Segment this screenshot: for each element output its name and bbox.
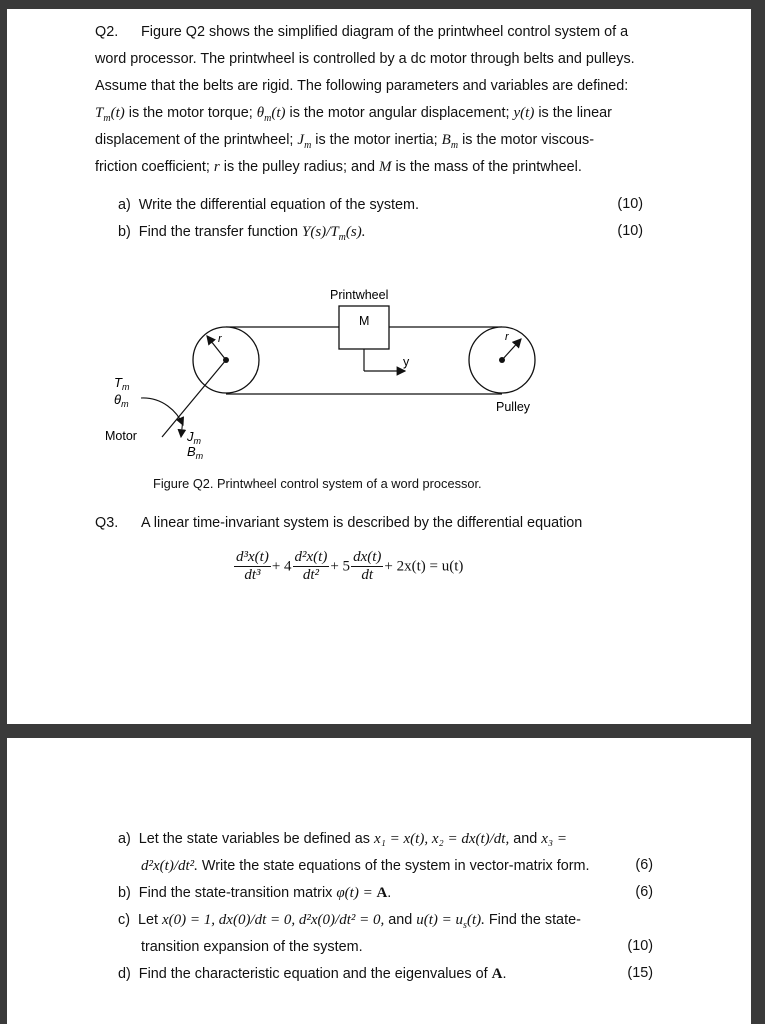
part-label: c)	[118, 912, 130, 928]
q3-part-c-line-2: transition expansion of the system.	[141, 939, 363, 955]
q3-part-b	[118, 884, 391, 902]
text: Find the state-	[484, 912, 581, 928]
q3-part-b-points: (6)	[635, 884, 653, 900]
y-label: y	[403, 355, 410, 369]
q2-part-a-points: (10)	[617, 196, 643, 212]
sym-sub-m: m	[338, 231, 346, 243]
q3-part-d	[118, 965, 506, 983]
text: is the motor torque;	[124, 105, 257, 121]
text: Write the state equations of the system in vector-matrix form.	[197, 858, 590, 874]
text: is the motor inertia;	[311, 132, 442, 148]
math: (s).	[345, 224, 366, 240]
text: is the motor angular displacement;	[285, 105, 514, 121]
text: Let	[138, 912, 163, 928]
text: displacement of the printwheel;	[95, 132, 298, 148]
math: u(t) = u	[416, 912, 464, 928]
part-label: a)	[118, 197, 131, 213]
sym-r: r	[213, 159, 220, 175]
sym-t: (t)	[110, 105, 125, 121]
q3-part-a-points: (6)	[635, 857, 653, 873]
q2-intro-line-2: word processor. The printwheel is controlled by a dc motor through belts and pulleys.	[95, 51, 635, 67]
q3-part-c-points: (10)	[627, 938, 653, 954]
term: + 4	[271, 558, 292, 575]
r-right-label: r	[505, 331, 509, 343]
printwheel-diagram	[7, 9, 751, 509]
sym-t: (t)	[271, 105, 286, 121]
part-label: b)	[118, 224, 131, 240]
matrix-A: A	[376, 885, 388, 901]
text: Let the state variables be defined as	[138, 831, 375, 847]
term: + 2x(t) = u(t)	[384, 558, 464, 575]
q3-intro: A linear time-invariant system is described by the differential equation	[141, 515, 583, 531]
math: x(0) = 1, dx(0)/dt = 0, d²x(0)/dt² = 0,	[162, 912, 385, 928]
fraction: $\frac{dx(t)}{dt}$	[353, 549, 382, 583]
Bm-label: $B_m$	[187, 444, 204, 461]
torque-arrow	[141, 398, 183, 425]
sym-theta: θ	[256, 105, 265, 121]
motor-label: Motor	[105, 429, 137, 443]
q2-number: Q2.	[95, 24, 119, 40]
part-label: a)	[118, 831, 131, 847]
math: d²x(t)/dt².	[141, 858, 198, 874]
theta-m-label: $\theta_m$	[114, 392, 129, 409]
printwheel-label: Printwheel	[330, 288, 389, 302]
text: Find the characteristic equation and the eigenvalues of	[138, 966, 492, 982]
pulley-label: Pulley	[496, 400, 531, 414]
text: is the linear	[534, 105, 612, 121]
document-page-1	[7, 9, 751, 724]
q3-differential-equation	[233, 549, 463, 584]
text: .	[502, 966, 507, 982]
text: Find the state-transition matrix	[138, 885, 337, 901]
part-text: Find the transfer function	[138, 224, 302, 240]
document-page-2	[7, 738, 751, 1024]
sym-M: M	[378, 159, 392, 175]
r-left-label: r	[218, 333, 222, 345]
mass-label: M	[359, 314, 370, 328]
text: friction coefficient;	[95, 159, 214, 175]
Tm-label: $T_m$	[114, 375, 130, 392]
sym-sub-m: m	[264, 112, 272, 124]
text: and	[384, 912, 417, 928]
q3-part-a-line-2	[141, 857, 590, 875]
sym-sub-m: m	[103, 112, 111, 124]
q2-intro-line-3: Assume that the belts are rigid. The following parameters and variables are defined:	[95, 78, 629, 94]
sym-t: (t)	[520, 105, 535, 121]
math: Y(s)/T	[301, 224, 339, 240]
text: is the pulley radius; and	[219, 159, 379, 175]
motor-shaft	[162, 360, 226, 437]
q3-number: Q3.	[95, 515, 119, 531]
text: .	[387, 885, 392, 901]
q3-part-d-points: (15)	[627, 965, 653, 981]
fraction: $\frac{\text{d³x(t)}}{\text{dt³}}$	[236, 549, 269, 583]
math: (t).	[466, 912, 485, 928]
text: is the mass of the printwheel.	[391, 159, 582, 175]
math-sub: s	[463, 919, 467, 931]
q3-part-a-line-1	[118, 830, 567, 848]
part-text: Write the differential equation of the system.	[138, 197, 420, 213]
math: φ(t) =	[336, 885, 377, 901]
sym-y: y	[513, 105, 521, 121]
math: x₃ =	[541, 831, 567, 847]
matrix-A: A	[491, 966, 503, 982]
sym-T: T	[95, 105, 104, 121]
text: is the motor viscous-	[458, 132, 595, 148]
text: and	[509, 831, 542, 847]
sym-sub-m: m	[304, 139, 312, 151]
sym-B: B	[441, 132, 451, 148]
q2-intro-line-1: Figure Q2 shows the simplified diagram of the printwheel control system of a	[141, 24, 629, 40]
sym-sub-m: m	[450, 139, 459, 151]
fraction: $\frac{\text{d²x(t)}}{\text{dt²}}$	[294, 549, 328, 583]
term: + 5	[330, 558, 351, 575]
math: x₁ = x(t), x₂ = dx(t)/dt,	[374, 831, 510, 847]
Jm-label: $J_m$	[187, 429, 201, 446]
figure-caption: Figure Q2. Printwheel control system of a word processor.	[153, 476, 482, 491]
sym-J: J	[297, 132, 305, 148]
part-label: d)	[118, 966, 131, 982]
q2-part-b-points: (10)	[617, 223, 643, 239]
part-label: b)	[118, 885, 131, 901]
q3-part-c-line-1	[118, 911, 581, 935]
